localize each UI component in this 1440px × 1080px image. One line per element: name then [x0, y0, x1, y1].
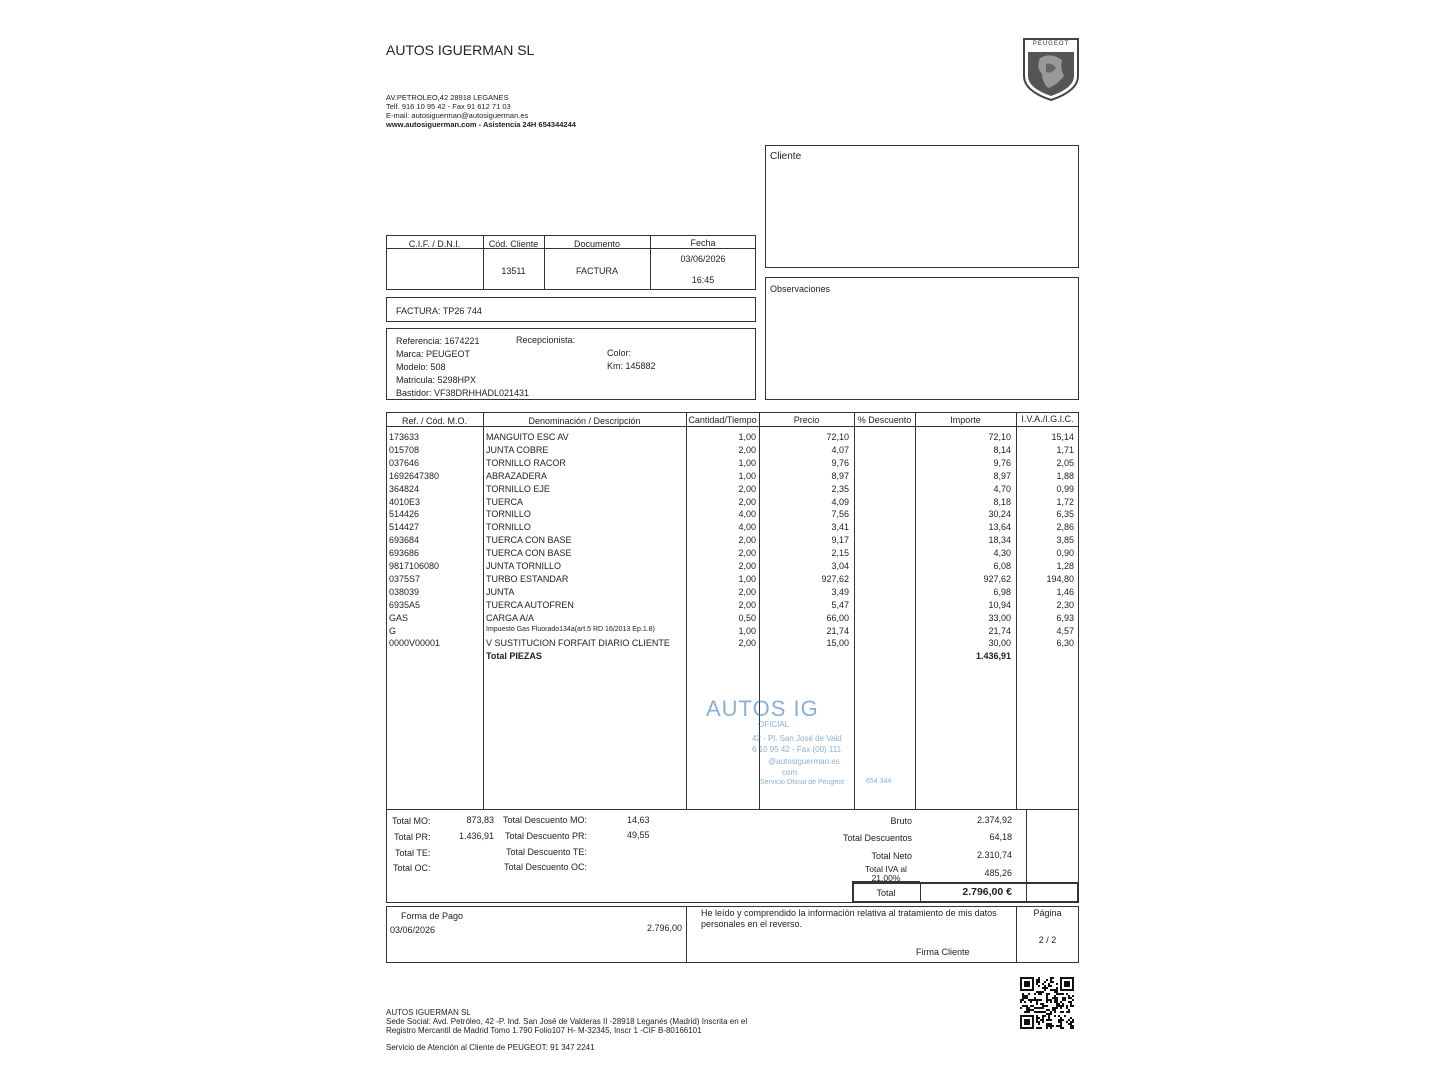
row-price: 5,47: [831, 599, 849, 610]
total-desc-te-label: Total Descuento TE:: [506, 847, 587, 857]
row-iva: 2,30: [1056, 599, 1074, 610]
row-iva: 4,57: [1056, 625, 1074, 636]
row-price: 9,17: [831, 535, 849, 546]
row-quantity: 2,00: [738, 548, 756, 559]
row-price: 4,09: [831, 496, 849, 507]
row-price: 15,00: [826, 638, 849, 649]
invoice-number: FACTURA: TP26 744: [396, 306, 482, 316]
signature-label: Firma Cliente: [916, 947, 970, 957]
cod-cliente-label: Cód. Cliente: [488, 239, 539, 249]
page-label: Página: [1033, 908, 1062, 918]
row-price: 2,35: [831, 483, 849, 494]
row-iva: 1,71: [1056, 444, 1074, 455]
row-quantity: 2,00: [738, 561, 756, 571]
row-description: TORNILLO EJE: [486, 483, 550, 494]
row-description: JUNTA TORNILLO: [486, 561, 562, 571]
row-price: 9,76: [831, 457, 849, 468]
row-description: JUNTA: [486, 586, 515, 597]
row-description: Impuesto Gas Fluorado134a(art.5 RD 16/2013 Ep.1.8): [486, 625, 655, 633]
vehicle-km: Km: 145882: [607, 361, 656, 371]
total-descuentos-value: 64,18: [989, 832, 1012, 842]
total-descuentos-label: Total Descuentos: [842, 833, 912, 843]
row-amount: 8,14: [993, 444, 1011, 455]
row-ref: 1692647380: [389, 470, 440, 481]
row-ref: 6935A5: [389, 599, 421, 610]
row-price: 927,62: [821, 573, 849, 584]
fecha-label: Fecha: [690, 238, 716, 248]
row-description: TUERCA CON BASE: [486, 548, 572, 559]
row-quantity: 2,00: [738, 599, 756, 610]
vehicle-referencia: Referencia: 1674221: [396, 336, 480, 346]
row-price: 7,56: [831, 509, 849, 520]
row-description: JUNTA COBRE: [486, 444, 549, 455]
row-quantity: 1,00: [738, 625, 756, 636]
footer-company-name: AUTOS IGUERMAN SL: [386, 1008, 471, 1017]
payment-date: 03/06/2026: [390, 925, 436, 935]
row-ref: 0375S7: [389, 573, 421, 584]
row-description: TORNILLO: [486, 522, 531, 533]
vehicle-matricula: Matricula: 5298HPX: [396, 375, 477, 385]
total-iva-rate: 21,00%: [871, 873, 901, 883]
row-ref: 514426: [389, 509, 420, 520]
vehicle-color: Color:: [607, 348, 632, 358]
cod-cliente-value: 13511: [501, 266, 526, 276]
row-amount: 21,74: [988, 625, 1011, 636]
row-ref: 4010E3: [389, 496, 421, 507]
row-ref: GAS: [389, 612, 409, 623]
documento-label: Documento: [573, 239, 621, 249]
row-quantity: 2,00: [738, 535, 756, 546]
invoice-number-box: [386, 297, 756, 322]
row-quantity: 4,00: [738, 522, 756, 533]
total-desc-pr-value: 49,55: [627, 830, 650, 840]
row-amount: 8,18: [993, 496, 1011, 507]
row-description: TORNILLO: [486, 509, 531, 520]
row-description: V SUSTITUCION FORFAIT DIARIO CLIENTE: [486, 638, 670, 649]
row-ref: 038039: [389, 586, 420, 597]
client-label: Cliente: [770, 151, 802, 162]
row-iva: 15,14: [1051, 432, 1074, 442]
row-quantity: 1,00: [738, 432, 756, 442]
col-ref-header: Ref. / Cód. M.O.: [401, 416, 468, 426]
row-price: 8,97: [831, 470, 849, 481]
row-amount: 4,30: [993, 548, 1011, 559]
row-amount: 30,00: [988, 638, 1011, 649]
documento-value: FACTURA: [575, 266, 618, 276]
row-ref: 364824: [389, 483, 420, 494]
client-box: [765, 145, 1079, 268]
row-price: 66,00: [826, 612, 849, 623]
logo-text: PEUGEOT: [1032, 41, 1070, 47]
row-quantity: 2,00: [738, 638, 756, 649]
row-quantity: 1,00: [738, 573, 756, 584]
cif-label: C.I.F. / D.N.I.: [408, 239, 461, 249]
row-description: TURBO ESTANDAR: [486, 573, 569, 584]
row-iva: 1,72: [1056, 496, 1074, 507]
company-name: AUTOS IGUERMAN SL: [386, 42, 535, 58]
row-amount: 927,62: [983, 573, 1011, 584]
total-pr-value: 1.436,91: [458, 831, 494, 841]
row-description: TUERCA: [486, 496, 524, 507]
row-price: 3,49: [831, 586, 849, 597]
col-qty-header: Cantidad/Tiempo: [688, 415, 757, 425]
row-price: 3,41: [831, 522, 849, 533]
row-iva: 194,80: [1046, 573, 1074, 584]
col-iva-header: I.V.A./I.G.I.C.: [1021, 414, 1074, 424]
row-amount: 6,08: [993, 561, 1011, 571]
row-amount: 13,64: [988, 522, 1011, 533]
row-quantity: 4,00: [738, 509, 756, 520]
row-price: 21,74: [826, 625, 849, 636]
grand-total-label: Total: [876, 888, 896, 898]
company-web: www.autosiguerman.com - Asistencia 24H 654344244: [386, 120, 576, 129]
total-mo-value: 873,83: [466, 815, 494, 825]
row-iva: 3,85: [1056, 535, 1074, 546]
row-price: 4,07: [831, 444, 849, 455]
row-ref: 514427: [389, 522, 420, 533]
vehicle-bastidor: Bastidor: VF38DRHHADL021431: [396, 388, 530, 398]
total-desc-pr-label: Total Descuento PR:: [505, 831, 588, 841]
total-neto-label: Total Neto: [871, 851, 912, 861]
row-description: TUERCA CON BASE: [486, 535, 572, 546]
row-ref: 693684: [389, 535, 420, 546]
row-amount: 9,76: [993, 457, 1011, 468]
row-ref: 693686: [389, 548, 420, 559]
row-description: MANGUITO ESC AV: [486, 432, 569, 442]
row-amount: 18,34: [988, 535, 1011, 546]
total-mo-label: Total MO:: [392, 816, 431, 826]
qr-code: [1020, 977, 1074, 1029]
row-ref: 015708: [389, 444, 420, 455]
fecha-date: 03/06/2026: [680, 254, 726, 264]
row-iva: 1,46: [1056, 586, 1074, 597]
row-amount: 10,94: [988, 599, 1011, 610]
total-desc-mo-value: 14,63: [627, 815, 650, 825]
privacy-statement-2: personales en el reverso.: [701, 919, 803, 929]
row-quantity: 2,00: [738, 483, 756, 494]
fecha-time: 16:45: [691, 275, 715, 285]
total-iva-label: Total IVA al: [865, 864, 907, 874]
bruto-value: 2.374,92: [976, 815, 1012, 825]
vehicle-marca: Marca: PEUGEOT: [396, 349, 471, 359]
total-iva-value: 485,26: [984, 868, 1012, 878]
row-amount: 6,98: [993, 586, 1011, 597]
privacy-statement-1: He leído y comprendido la información relativa al tratamiento de mis datos: [701, 908, 997, 918]
row-quantity: 1,00: [738, 470, 756, 481]
grand-total-value: 2.796,00 €: [962, 886, 1012, 898]
col-amount-header: Importe: [950, 415, 981, 425]
row-ref: G: [389, 625, 397, 636]
vehicle-modelo: Modelo: 508: [396, 362, 446, 372]
observations-box: [765, 277, 1079, 400]
row-price: 3,04: [831, 561, 849, 571]
page-number: 2 / 2: [1038, 935, 1057, 945]
col-price-header: Precio: [793, 415, 820, 425]
row-iva: 2,86: [1056, 522, 1074, 533]
row-amount: 30,24: [988, 509, 1011, 520]
row-price: 72,10: [826, 432, 849, 442]
row-amount: 8,97: [993, 470, 1011, 481]
company-phone: Telf. 916 10 95 42 - Fax 91 612 71 03: [386, 102, 511, 111]
row-iva: 6,93: [1056, 612, 1074, 623]
observations-label: Observaciones: [770, 284, 831, 294]
vehicle-box: [386, 328, 756, 400]
row-amount: 33,00: [988, 612, 1011, 623]
footer-service: Servicio de Atención al Cliente de PEUGEOT: 91 347 2241: [386, 1043, 595, 1052]
vehicle-recepcionista: Recepcionista:: [516, 335, 576, 345]
row-amount: 72,10: [988, 432, 1011, 442]
row-quantity: 2,00: [738, 586, 756, 597]
row-iva: 2,05: [1056, 457, 1074, 468]
col-discount-header: % Descuento: [857, 415, 912, 425]
payment-amount: 2.796,00: [646, 923, 682, 933]
row-description: TUERCA AUTOFREN: [486, 599, 574, 610]
row-price: 2,15: [831, 548, 849, 559]
row-iva: 0,90: [1056, 548, 1074, 559]
footer-line-2: Registro Mercantil de Madrid Tomo 1.790 Folio107 H- M-32345, Inscr 1 -CIF B-80166101: [386, 1026, 702, 1035]
row-ref: 9817106080: [389, 561, 440, 571]
row-iva: 6,35: [1056, 509, 1074, 520]
total-desc-mo-label: Total Descuento MO:: [503, 815, 588, 825]
total-neto-value: 2.310,74: [976, 850, 1012, 860]
bruto-label: Bruto: [890, 816, 912, 826]
total-te-label: Total TE:: [395, 848, 431, 858]
row-amount: 4,70: [993, 483, 1011, 494]
company-email: E-mail: autosiguerman@autosiguerman.es: [386, 111, 529, 120]
row-ref: 173633: [389, 432, 420, 442]
row-description: CARGA A/A: [486, 612, 535, 623]
row-quantity: 0,50: [738, 612, 756, 623]
row-quantity: 2,00: [738, 496, 756, 507]
row-iva: 1,28: [1056, 561, 1074, 571]
col-desc-header: Denominación / Descripción: [528, 416, 641, 426]
total-piezas-label: Total PIEZAS: [486, 651, 542, 661]
row-quantity: 1,00: [738, 457, 756, 468]
footer-line-1: Sede Social: Avd. Petróleo, 42 -P. Ind. San José de Valderas II -28918 Leganés (Madrid) Inscrita en el: [386, 1017, 748, 1026]
payment-label: Forma de Pago: [401, 911, 464, 921]
company-address: AV.PETROLEO,42 28918 LEGANES: [386, 93, 509, 102]
row-quantity: 2,00: [738, 444, 756, 455]
row-ref: 0000V00001: [389, 638, 441, 649]
total-pr-label: Total PR:: [394, 832, 431, 842]
row-iva: 6,30: [1056, 638, 1074, 649]
row-description: ABRAZADERA: [486, 470, 548, 481]
row-iva: 1,88: [1056, 470, 1074, 481]
peugeot-logo: [1020, 36, 1082, 102]
row-description: TORNILLO RACOR: [486, 457, 566, 468]
total-desc-oc-label: Total Descuento OC:: [504, 862, 588, 872]
total-oc-label: Total OC:: [393, 863, 431, 873]
row-ref: 037646: [389, 457, 420, 468]
row-iva: 0,99: [1056, 483, 1074, 494]
total-piezas-value: 1.436,91: [975, 651, 1011, 661]
